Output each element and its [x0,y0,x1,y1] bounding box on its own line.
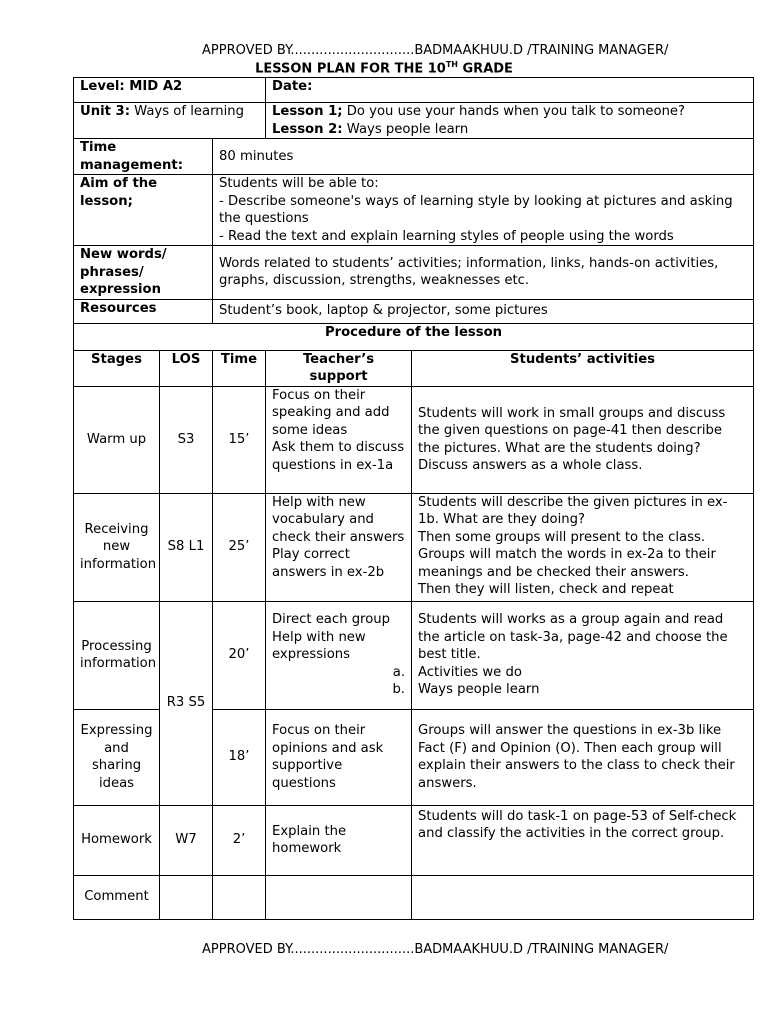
teacher-line: Play correct answers in ex-2b [272,547,385,580]
students-cell [412,805,754,875]
table-row [74,386,754,493]
title-suffix: GRADE [457,61,513,77]
lesson1-value: Do you use your hands when you talk to someone? [342,104,686,119]
time-cell: 2’ [213,805,266,875]
aim-label: Aim of the lesson; [74,175,213,246]
aim-value [213,175,754,246]
los-cell: S8 L1 [160,493,213,601]
students-cell [412,493,754,601]
words-label: New words/ phrases/ expression [74,246,213,300]
los-cell [160,875,213,919]
unit-cell [74,103,266,139]
students-cell [412,875,754,919]
list-marker: a. [392,664,406,680]
procedure-header-row [74,350,754,386]
time-value: 80 minutes [213,139,754,175]
lesson-plan-table [73,77,754,920]
students-cell [412,709,754,805]
teacher-line: Focus on their opinions and ask supportive questions [272,723,384,791]
table-row [74,805,754,875]
teacher-line: Direct each group [272,612,390,628]
aim-line: Students will be able to: [219,176,379,191]
teacher-cell [266,601,412,709]
stage-cell: Expressing and sharing ideas [74,709,160,805]
table-row [74,493,754,601]
time-cell: 25’ [213,493,266,601]
column-header-stages: Stages [74,350,160,386]
students-line: Ways people learn [418,682,540,698]
teacher-line: Help with new expressions [272,629,366,663]
teacher-line: Ask them to discuss questions in ex-1a [272,440,405,473]
date-cell: Date: [266,78,754,103]
teacher-line: Explain the homework [272,823,347,856]
list-marker: b. [392,682,406,698]
unit-label: Unit 3: [80,104,130,119]
students-cell [412,601,754,709]
students-line: Groups will match the words in ex-2a to their meanings and be checked their answers. [418,547,716,580]
table-row [74,601,754,709]
time-label: Time management: [74,139,213,175]
resources-row [74,299,754,323]
students-line: Activities we do [418,664,522,680]
aim-row [74,175,754,246]
teacher-cell [266,875,412,919]
column-header-los: LOS [160,350,213,386]
level-row [74,78,754,103]
time-cell: 15’ [213,386,266,493]
resources-label: Resources [74,299,213,323]
lesson1-line [272,103,747,121]
unit-value: Ways of learning [129,104,245,119]
time-row [74,139,754,175]
approved-line-top: APPROVED BY..............................BADMAAKHUU.D /TRAINING MANAGER/ [202,43,669,58]
teacher-cell [266,493,412,601]
time-cell: 20’ [213,601,266,709]
aim-line: - Describe someone's ways of learning style by looking at pictures and asking the questions [219,193,733,226]
unit-row [74,103,754,139]
title-prefix: LESSON PLAN FOR THE 10 [255,61,446,77]
column-header-students: Students’ activities [412,350,754,386]
teacher-cell [266,386,412,493]
words-row [74,246,754,300]
teacher-cell [266,709,412,805]
procedure-title-row [74,323,754,350]
teacher-line: Focus on their speaking and add some ideas [272,387,390,438]
title-superscript: TH [445,60,458,69]
time-cell [213,875,266,919]
stage-cell: Comment [74,875,160,919]
students-cell [412,386,754,493]
teacher-cell [266,805,412,875]
students-line: Students will describe the given pictures in ex-1b. What are they doing? [418,494,728,527]
students-line: Students will work in small groups and discuss the given questions on page-41 then describe the pictures. What are the students doing? Discuss answers as a whole class. [418,405,726,473]
words-value: Words related to students’ activities; information, links, hands-on activities, graphs, discussion, strengths, weaknesses etc. [213,246,754,300]
stage-cell: Processing information [74,601,160,709]
column-header-time: Time [213,350,266,386]
stage-cell: Receiving new information [74,493,160,601]
students-line: Students will do task-1 on page-53 of Self-check and classify the activities in the correct group. [418,808,737,841]
table-row [74,875,754,919]
students-line: Students will works as a group again and read the article on task-3a, page-42 and choose the best title. [418,612,728,663]
column-header-teacher: Teacher’s support [266,350,412,386]
los-cell: W7 [160,805,213,875]
procedure-title: Procedure of the lesson [74,323,754,350]
los-cell: R3 S5 [160,601,213,805]
aim-line: - Read the text and explain learning styles of people using the words [219,228,674,244]
students-line: Then some groups will present to the class. [418,529,706,545]
students-line: Then they will listen, check and repeat [418,582,674,597]
approved-line-bottom: APPROVED BY..............................BADMAAKHUU.D /TRAINING MANAGER/ [202,942,669,957]
lessons-cell [266,103,754,139]
lesson1-label: Lesson 1; [272,104,343,119]
stage-cell: Warm up [74,386,160,493]
los-cell: S3 [160,386,213,493]
lesson2-label: Lesson 2: [272,121,343,137]
stage-cell: Homework [74,805,160,875]
resources-value: Student’s book, laptop & projector, some pictures [213,299,754,323]
time-cell: 18’ [213,709,266,805]
level-cell: Level: MID A2 [74,78,266,103]
document-title [0,60,768,76]
students-line: Groups will answer the questions in ex-3b like Fact (F) and Opinion (O). Then each group will explain their answers to the class to check their answers. [418,723,735,791]
lesson2-line [272,121,747,139]
lesson2-value: Ways people learn [342,121,469,137]
teacher-line: Help with new vocabulary and check their answers [272,494,405,545]
